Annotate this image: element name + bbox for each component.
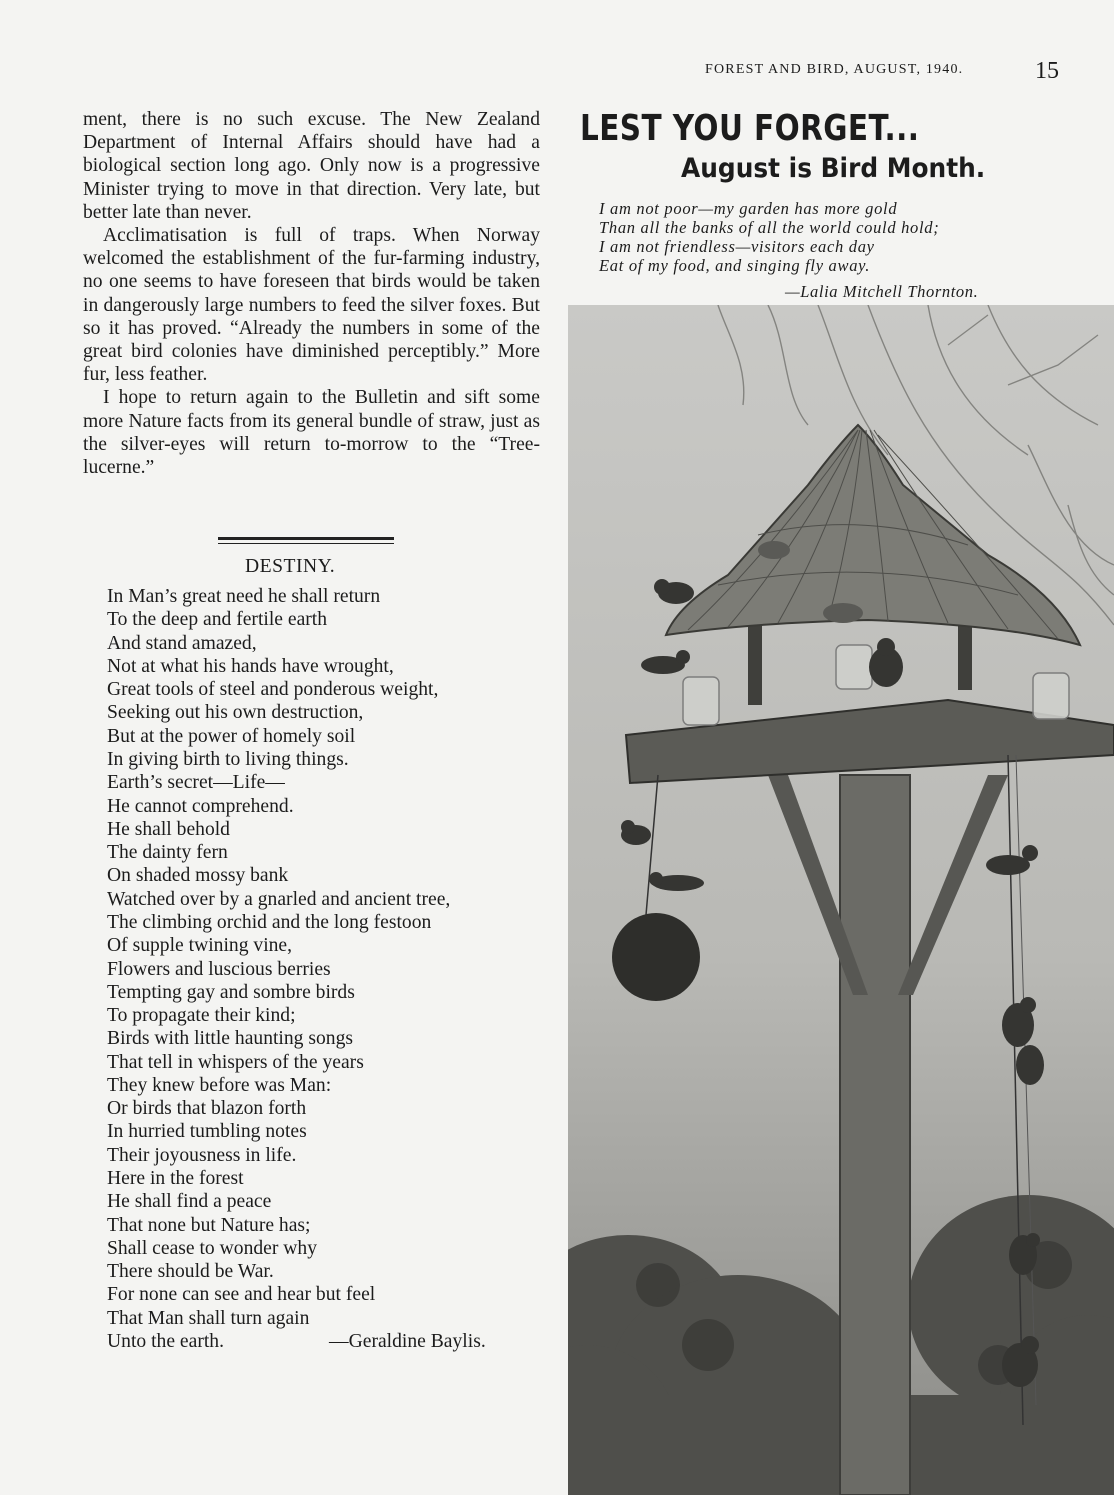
- poem-line: Not at what his hands have wrought,: [107, 655, 394, 677]
- poem-title: DESTINY.: [245, 556, 336, 577]
- poem-line: Unto the earth.: [107, 1331, 224, 1352]
- poem-line: And stand amazed,: [107, 632, 257, 654]
- poem-line: There should be War.: [107, 1261, 274, 1283]
- article-paragraph: Acclimatisation is full of traps. When Norway welcomed the establishment of the fur-farming industry, no one seems to have foreseen that birds would be taken in dangerously large numbers to feed the silver foxes. But so it has proved. “Already the numbers in some of the great bird colonies have diminished perceptibly.” More fur, less feather.: [83, 225, 540, 386]
- poem-line: But at the power of homely soil: [107, 725, 356, 747]
- feature-headline: LEST YOU FORGET...: [580, 108, 920, 149]
- verse-line: I am not friendless—visitors each day: [599, 237, 875, 256]
- verse-line: I am not poor—my garden has more gold: [599, 199, 898, 218]
- poem-line: He shall find a peace: [107, 1191, 272, 1213]
- poem-line: The dainty fern: [107, 842, 228, 864]
- article-paragraph: I hope to return again to the Bulletin and sift some more Nature facts from its general bundle of straw, just as the silver-eyes will return to-morrow to the “Tree-lucerne.”: [83, 387, 540, 479]
- poem-line: Watched over by a gnarled and ancient tree,: [107, 888, 451, 910]
- poem-line: Tempting gay and sombre birds: [107, 981, 355, 1003]
- poem-line: That tell in whispers of the years: [107, 1051, 364, 1073]
- poem-line: Earth’s secret—Life—: [107, 772, 285, 794]
- poem: [107, 585, 547, 1353]
- feeder-post: [840, 775, 910, 1495]
- poem-line: The climbing orchid and the long festoon: [107, 911, 432, 933]
- verse-line: Than all the banks of all the world could hold;: [599, 218, 940, 237]
- poem-line: Great tools of steel and ponderous weight,: [107, 679, 439, 701]
- poem-line: He cannot comprehend.: [107, 795, 294, 817]
- poem-line: That Man shall turn again: [107, 1307, 310, 1329]
- article-column: [83, 108, 540, 479]
- poem-line: Here in the forest: [107, 1168, 244, 1190]
- poem-line: Birds with little haunting songs: [107, 1028, 354, 1050]
- bird-feeder-photo: [568, 305, 1114, 1495]
- running-head: FOREST AND BIRD, AUGUST, 1940.: [705, 62, 964, 77]
- poem-line: Flowers and luscious berries: [107, 958, 331, 980]
- poem-line: In hurried tumbling notes: [107, 1121, 307, 1143]
- poem-line: Of supple twining vine,: [107, 935, 293, 957]
- poem-line: That none but Nature has;: [107, 1214, 311, 1236]
- page-number: 15: [1035, 58, 1059, 84]
- suet-ball: [612, 913, 700, 1001]
- poem-line: Their joyousness in life.: [107, 1144, 297, 1166]
- section-divider: [218, 543, 394, 544]
- verse-line: Eat of my food, and singing fly away.: [599, 256, 871, 275]
- verse-attribution: —Lalia Mitchell Thornton.: [785, 282, 979, 301]
- poem-line: Or birds that blazon forth: [107, 1098, 307, 1120]
- poem-line: He shall behold: [107, 818, 230, 840]
- poem-line: Seeking out his own destruction,: [107, 702, 364, 724]
- poem-last-line: [107, 1330, 547, 1353]
- poem-line: They knew before was Man:: [107, 1074, 332, 1096]
- poem-line: To propagate their kind;: [107, 1005, 296, 1027]
- poem-line: For none can see and hear but feel: [107, 1284, 376, 1306]
- section-divider: [218, 537, 394, 540]
- poem-line: In Man’s great need he shall return: [107, 586, 381, 607]
- epigraph-verse: [599, 199, 939, 275]
- poem-attribution: —Geraldine Baylis.: [329, 1331, 486, 1352]
- poem-line: In giving birth to living things.: [107, 748, 349, 770]
- poem-line: To the deep and fertile earth: [107, 609, 328, 631]
- poem-line: On shaded mossy bank: [107, 865, 289, 887]
- article-paragraph: ment, there is no such excuse. The New Zealand Department of Internal Affairs should have had a biological section long ago. Only now is a progressive Minister trying to move in that direction. Very late, but better late than never.: [83, 109, 540, 223]
- feature-subheadline: August is Bird Month.: [681, 153, 986, 184]
- poem-line: Shall cease to wonder why: [107, 1237, 318, 1259]
